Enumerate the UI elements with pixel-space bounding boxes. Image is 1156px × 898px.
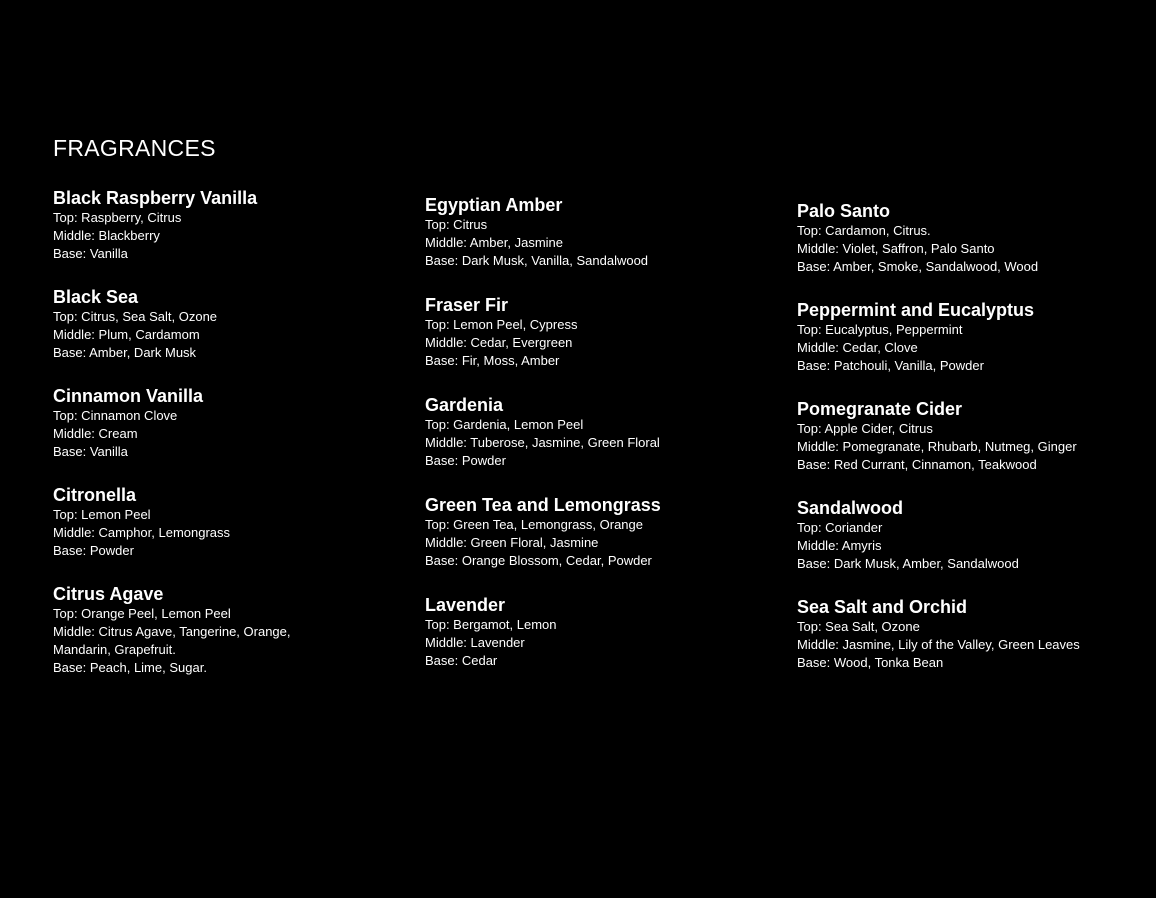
fragrance-entry	[425, 394, 765, 470]
fragrance-entry	[425, 594, 765, 670]
middle-notes: Middle: Jasmine, Lily of the Valley, Green Leaves	[797, 637, 1080, 652]
base-notes: Base: Powder	[53, 543, 134, 558]
fragrance-entry	[53, 484, 393, 560]
fragrance-entry	[797, 596, 1137, 672]
fragrance-entry	[425, 194, 765, 270]
fragrance-name: Sandalwood	[797, 498, 904, 518]
top-notes: Top: Lemon Peel, Cypress	[425, 317, 578, 332]
middle-notes: Middle: Amyris	[797, 538, 882, 553]
fragrance-entry	[53, 286, 393, 362]
middle-notes: Middle: Cedar, Evergreen	[425, 335, 573, 350]
fragrance-name: Gardenia	[425, 395, 504, 415]
base-notes: Base: Vanilla	[53, 246, 128, 261]
top-notes: Top: Bergamot, Lemon	[425, 617, 557, 632]
base-notes: Base: Orange Blossom, Cedar, Powder	[425, 553, 652, 568]
fragrance-name: Green Tea and Lemongrass	[425, 495, 661, 515]
fragrance-entry	[425, 294, 765, 370]
fragrance-column-2	[425, 194, 765, 694]
top-notes: Top: Apple Cider, Citrus	[797, 421, 933, 436]
base-notes: Base: Vanilla	[53, 444, 128, 459]
top-notes: Top: Coriander	[797, 520, 883, 535]
base-notes: Base: Amber, Smoke, Sandalwood, Wood	[797, 259, 1039, 274]
top-notes: Top: Eucalyptus, Peppermint	[797, 322, 963, 337]
middle-notes: Middle: Tuberose, Jasmine, Green Floral	[425, 435, 660, 450]
fragrance-entry	[797, 200, 1137, 276]
base-notes: Base: Amber, Dark Musk	[53, 345, 197, 360]
middle-notes: Middle: Plum, Cardamom	[53, 327, 200, 342]
middle-notes: Middle: Camphor, Lemongrass	[53, 525, 231, 540]
fragrance-column-3	[797, 200, 1137, 695]
top-notes: Top: Cardamon, Citrus.	[797, 223, 931, 238]
fragrance-entry	[53, 187, 393, 263]
middle-notes-continued: Mandarin, Grapefruit.	[53, 642, 176, 657]
top-notes: Top: Green Tea, Lemongrass, Orange	[425, 517, 643, 532]
top-notes: Top: Orange Peel, Lemon Peel	[53, 606, 231, 621]
page-title: FRAGRANCES	[53, 135, 216, 161]
top-notes: Top: Citrus	[425, 217, 488, 232]
top-notes: Top: Cinnamon Clove	[53, 408, 178, 423]
middle-notes: Middle: Cream	[53, 426, 138, 441]
middle-notes: Middle: Blackberry	[53, 228, 160, 243]
fragrance-name: Black Raspberry Vanilla	[53, 188, 258, 208]
fragrance-name: Fraser Fir	[425, 295, 509, 315]
fragrance-name: Peppermint and Eucalyptus	[797, 300, 1035, 320]
fragrance-name: Pomegranate Cider	[797, 399, 963, 419]
fragrance-name: Lavender	[425, 595, 506, 615]
fragrance-column-1	[53, 187, 393, 700]
middle-notes: Middle: Violet, Saffron, Palo Santo	[797, 241, 995, 256]
fragrance-entry	[797, 398, 1137, 474]
fragrance-name: Egyptian Amber	[425, 195, 563, 215]
fragrance-name: Sea Salt and Orchid	[797, 597, 968, 617]
top-notes: Top: Citrus, Sea Salt, Ozone	[53, 309, 218, 324]
fragrance-entry	[425, 494, 765, 570]
fragrance-name: Citrus Agave	[53, 584, 164, 604]
fragrance-entry	[797, 497, 1137, 573]
base-notes: Base: Peach, Lime, Sugar.	[53, 660, 207, 675]
middle-notes: Middle: Lavender	[425, 635, 525, 650]
fragrance-name: Citronella	[53, 485, 137, 505]
fragrance-name: Palo Santo	[797, 201, 891, 221]
fragrance-entry	[53, 583, 393, 677]
base-notes: Base: Fir, Moss, Amber	[425, 353, 560, 368]
fragrance-entry	[797, 299, 1137, 375]
base-notes: Base: Dark Musk, Amber, Sandalwood	[797, 556, 1019, 571]
top-notes: Top: Gardenia, Lemon Peel	[425, 417, 584, 432]
top-notes: Top: Raspberry, Citrus	[53, 210, 182, 225]
middle-notes: Middle: Green Floral, Jasmine	[425, 535, 599, 550]
fragrance-entry	[53, 385, 393, 461]
top-notes: Top: Sea Salt, Ozone	[797, 619, 920, 634]
fragrance-name: Black Sea	[53, 287, 139, 307]
base-notes: Base: Wood, Tonka Bean	[797, 655, 944, 670]
base-notes: Base: Red Currant, Cinnamon, Teakwood	[797, 457, 1037, 472]
middle-notes: Middle: Cedar, Clove	[797, 340, 918, 355]
middle-notes: Middle: Pomegranate, Rhubarb, Nutmeg, Ginger	[797, 439, 1077, 454]
middle-notes: Middle: Amber, Jasmine	[425, 235, 564, 250]
middle-notes: Middle: Citrus Agave, Tangerine, Orange,	[53, 624, 291, 639]
base-notes: Base: Patchouli, Vanilla, Powder	[797, 358, 984, 373]
base-notes: Base: Dark Musk, Vanilla, Sandalwood	[425, 253, 649, 268]
top-notes: Top: Lemon Peel	[53, 507, 151, 522]
fragrance-name: Cinnamon Vanilla	[53, 386, 204, 406]
base-notes: Base: Powder	[425, 453, 506, 468]
base-notes: Base: Cedar	[425, 653, 498, 668]
